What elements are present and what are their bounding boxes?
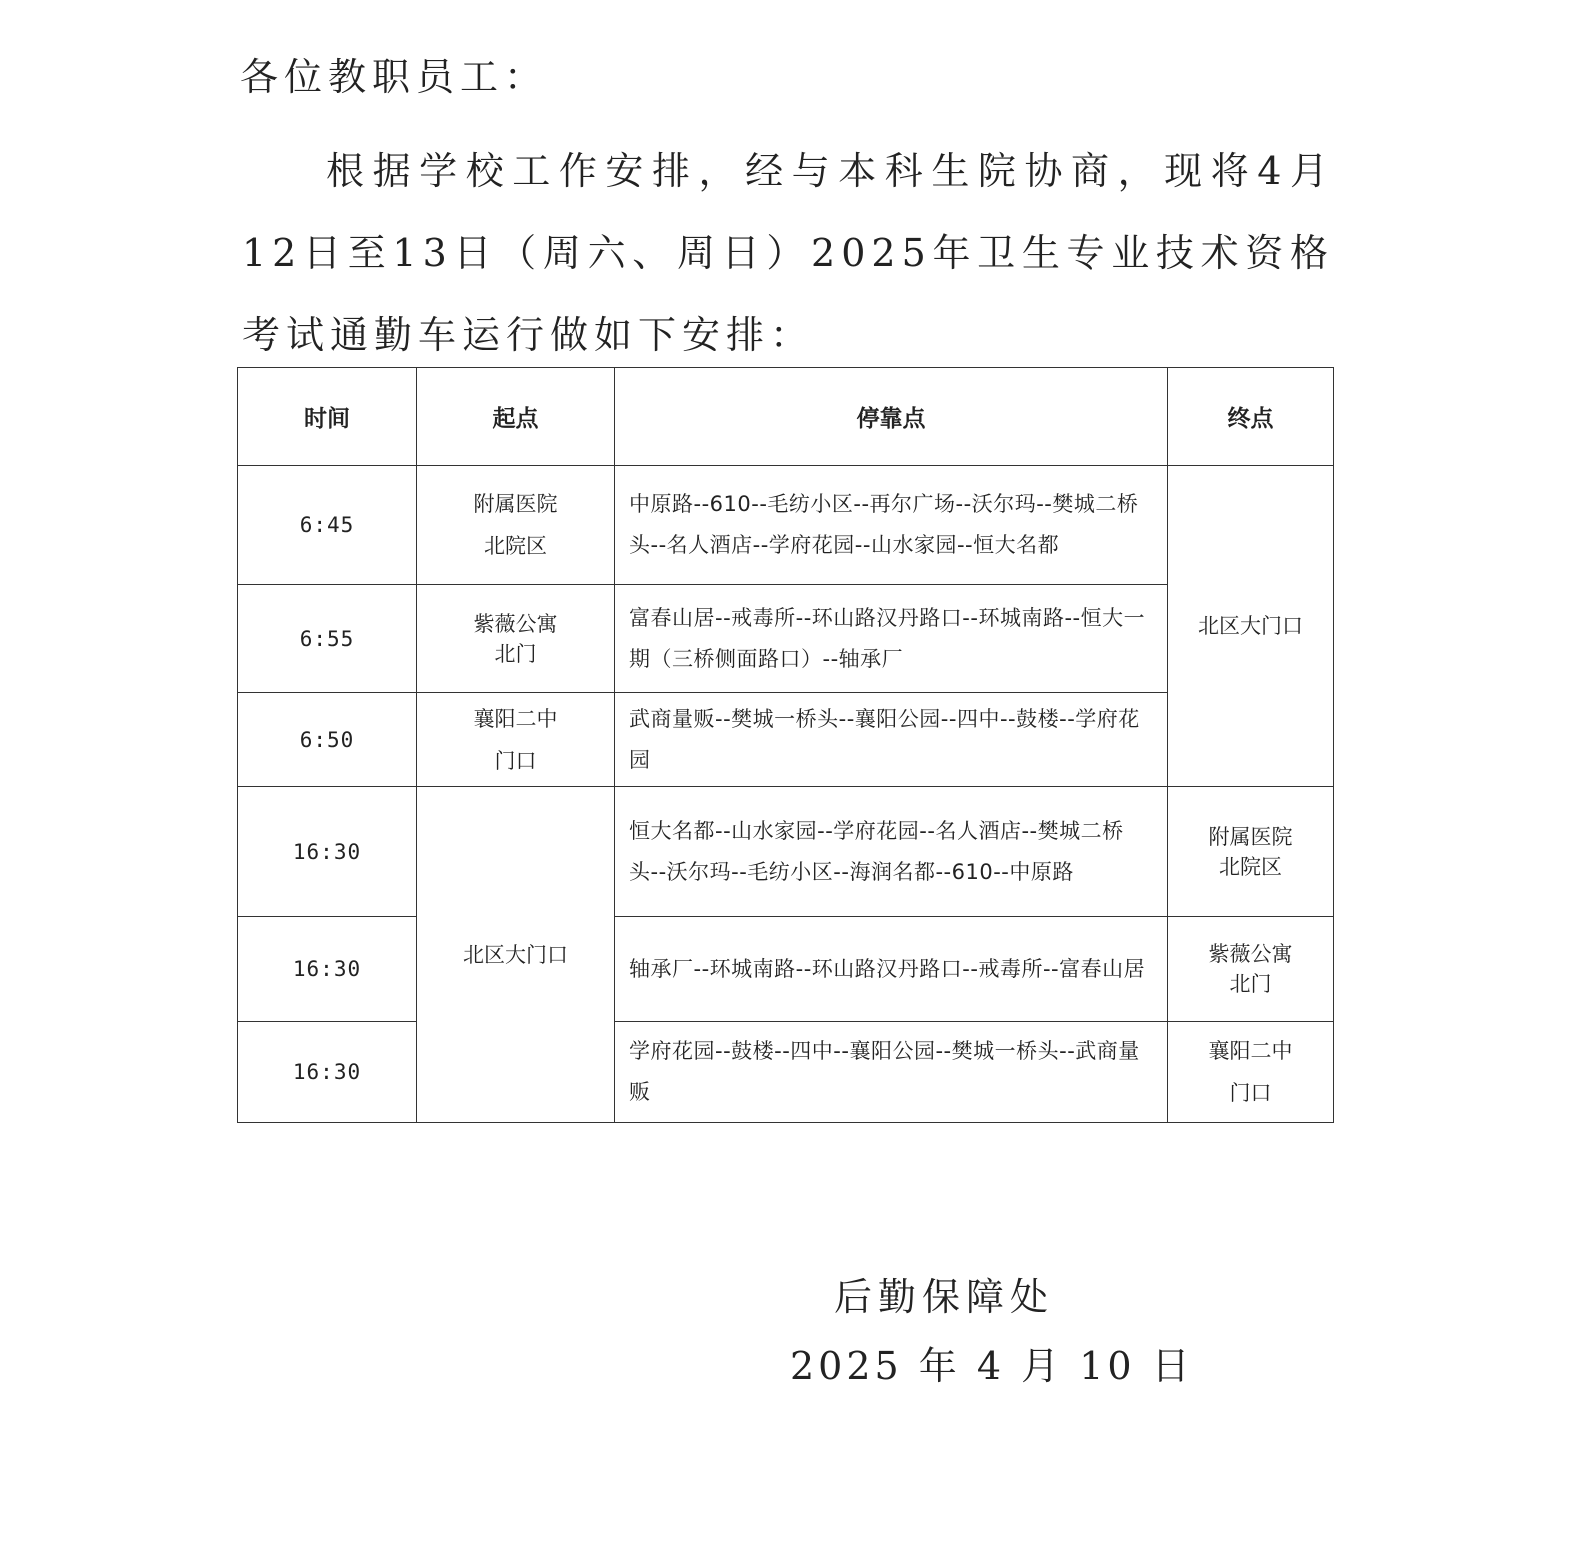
end-cell: [1168, 1022, 1334, 1123]
stops-cell: 武商量贩--樊城一桥头--襄阳公园--四中--鼓楼--学府花园: [615, 693, 1168, 787]
stops-cell: 恒大名都--山水家园--学府花园--名人酒店--樊城二桥头--沃尔玛--毛纺小区--海润名都--610--中原路: [615, 787, 1168, 917]
stops-cell: 富春山居--戒毒所--环山路汉丹路口--环城南路--恒大一期（三桥侧面路口）--轴承厂: [615, 585, 1168, 693]
start-label: 襄阳二中 门口: [473, 706, 558, 773]
notice-body: 根据学校工作安排，经与本科生院协商，现将4月12日至13日（周六、周日）2025年卫生专业技术资格考试通勤车运行做如下安排：: [242, 149, 1334, 357]
time-cell: 6:55: [238, 585, 417, 693]
stops-cell: 中原路--610--毛纺小区--再尔广场--沃尔玛--樊城二桥头--名人酒店--学府花园--山水家园--恒大名都: [615, 466, 1168, 585]
start-label: 附属医院 北院区: [473, 492, 558, 558]
table-row: [238, 787, 1334, 917]
end-label: 附属医院 北院区: [1208, 824, 1293, 879]
table-header-row: [238, 368, 1334, 466]
stops-cell: 轴承厂--环城南路--环山路汉丹路口--戒毒所--富春山居: [615, 917, 1168, 1022]
salutation: 各位教职员工：: [240, 55, 549, 99]
start-label: 紫薇公寓 北门: [473, 611, 558, 666]
header-end: 终点: [1168, 368, 1334, 466]
time-cell: 6:45: [238, 466, 417, 585]
time-cell: 16:30: [238, 1022, 417, 1123]
table-row: [238, 917, 1334, 1022]
end-label: 紫薇公寓 北门: [1208, 942, 1293, 996]
start-cell: [417, 466, 615, 585]
end-label: 襄阳二中 门口: [1208, 1039, 1293, 1105]
start-cell-north-gate: 北区大门口: [417, 787, 615, 1123]
end-cell-north-gate: 北区大门口: [1168, 466, 1334, 787]
start-cell: [417, 585, 615, 693]
end-cell: [1168, 787, 1334, 917]
shuttle-schedule-table: [237, 367, 1334, 1123]
start-cell: [417, 693, 615, 787]
header-start: 起点: [417, 368, 615, 466]
time-cell: 16:30: [238, 917, 417, 1022]
stops-cell: 学府花园--鼓楼--四中--襄阳公园--樊城一桥头--武商量贩: [615, 1022, 1168, 1123]
end-cell: [1168, 917, 1334, 1022]
table-row: [238, 1022, 1334, 1123]
header-stops: 停靠点: [615, 368, 1168, 466]
signature-date: 2025 年 4 月 10 日: [790, 1344, 1194, 1388]
header-time: 时间: [238, 368, 417, 466]
time-cell: 16:30: [238, 787, 417, 917]
signature-department: 后勤保障处: [834, 1275, 1055, 1319]
table-row: [238, 466, 1334, 585]
time-cell: 6:50: [238, 693, 417, 787]
